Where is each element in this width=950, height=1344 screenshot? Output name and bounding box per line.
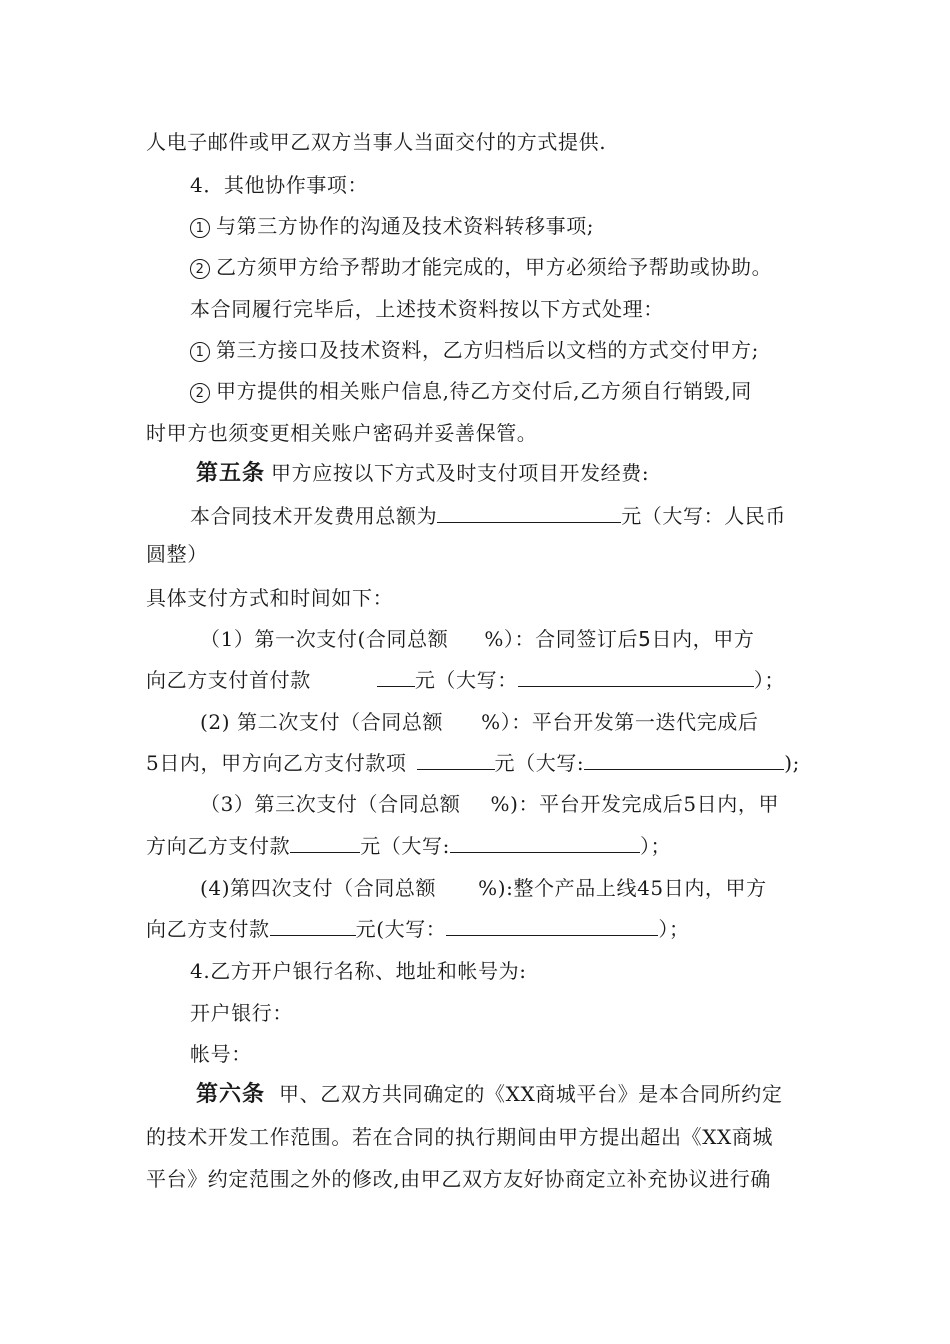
text-span: 甲方提供的相关账户信息,待乙方交付后,乙方须自行销毁,同 bbox=[216, 379, 752, 403]
text-span: 帐号： bbox=[190, 1042, 252, 1066]
text-span: （1）第一次支付(合同总额 bbox=[200, 627, 449, 651]
text-span: 4.乙方开户银行名称、地址和帐号为: bbox=[190, 959, 527, 983]
article-heading bbox=[196, 1080, 783, 1109]
fill-blank[interactable] bbox=[270, 915, 356, 936]
text-line bbox=[190, 1040, 252, 1068]
text-line bbox=[146, 540, 208, 568]
text-span: ）； bbox=[753, 668, 786, 692]
text-span: 时甲方也须变更相关账户密码并妥善保管。 bbox=[146, 421, 538, 445]
fill-blank[interactable] bbox=[518, 666, 754, 687]
text-line bbox=[190, 999, 293, 1027]
text-span: 元(大写： bbox=[355, 917, 447, 941]
circled-number-icon: 2 bbox=[190, 383, 210, 403]
text-span: %）：合同签订后 bbox=[484, 627, 639, 651]
fill-blank[interactable] bbox=[437, 502, 621, 523]
text-span: 向乙方支付款 bbox=[146, 917, 270, 941]
payment-line bbox=[146, 915, 690, 943]
text-span: 5日内，甲方向乙方支付款项 bbox=[146, 751, 407, 775]
text-span: 开户银行： bbox=[190, 1001, 293, 1025]
text-span: 平台》约定范围之外的修改,由甲乙双方友好协商定立补充协议进行确 bbox=[146, 1167, 771, 1191]
fill-blank[interactable] bbox=[377, 666, 415, 687]
text-line bbox=[146, 419, 537, 447]
text-line bbox=[146, 1165, 771, 1193]
payment-line bbox=[146, 666, 785, 694]
text-line bbox=[146, 1123, 773, 1151]
fill-blank[interactable] bbox=[584, 749, 784, 770]
text-span: 元（大写： bbox=[414, 668, 518, 692]
article-number: 第六条 bbox=[196, 1082, 266, 1107]
text-span: 元（大写：人民币 bbox=[621, 504, 787, 528]
payment-line bbox=[200, 874, 767, 902]
text-span: （3）第三次支付（合同总额 bbox=[200, 792, 461, 816]
article-heading bbox=[196, 459, 649, 488]
text-span: 本合同履行完毕后，上述技术资料按以下方式处理： bbox=[190, 297, 664, 321]
text-line bbox=[146, 584, 393, 612]
text-line bbox=[190, 295, 664, 323]
circled-number-icon: 1 bbox=[190, 342, 210, 362]
text-span: 元（大写: bbox=[360, 834, 450, 858]
fill-blank[interactable] bbox=[446, 915, 658, 936]
text-span: 的技术开发工作范围。若在合同的执行期间由甲方提出超出《XX商城 bbox=[146, 1125, 774, 1149]
text-span: ）； bbox=[658, 917, 690, 941]
text-span: 圆整） bbox=[146, 542, 208, 566]
text-span: 与第三方协作的沟通及技术资料转移事项; bbox=[216, 214, 595, 238]
text-line bbox=[190, 212, 594, 240]
text-span: 日内，甲方 bbox=[651, 627, 755, 651]
payment-line bbox=[200, 625, 754, 653]
text-span: 方向乙方支付款 bbox=[146, 834, 291, 858]
fill-blank[interactable] bbox=[450, 832, 640, 853]
text-span: %)：平台开发完成后5日内，甲 bbox=[490, 792, 780, 816]
payment-line bbox=[200, 790, 779, 818]
text-line bbox=[190, 377, 752, 405]
text-span: 具体支付方式和时间如下： bbox=[146, 586, 394, 610]
text-line bbox=[190, 336, 759, 364]
circled-number-icon: 1 bbox=[190, 218, 210, 238]
fill-blank[interactable] bbox=[417, 749, 495, 770]
article-text: 甲方应按以下方式及时支付项目开发经费: bbox=[271, 461, 650, 485]
fill-blank[interactable] bbox=[290, 832, 360, 853]
payment-line bbox=[200, 708, 759, 736]
text-span: 本合同技术开发费用总额为 bbox=[190, 504, 438, 528]
text-span: %):整个产品上线45日内，甲方 bbox=[478, 876, 767, 900]
text-line bbox=[190, 957, 527, 985]
text-span: %）：平台开发第一迭代完成后 bbox=[481, 710, 759, 734]
payment-line bbox=[146, 832, 671, 860]
text-span: 5 bbox=[638, 627, 652, 651]
text-span: 人电子邮件或甲乙双方当事人当面交付的方式提供. bbox=[146, 130, 607, 154]
text-span: 向乙方支付首付款 bbox=[146, 668, 311, 692]
text-span: 乙方须甲方给予帮助才能完成的，甲方必须给予帮助或协助。 bbox=[216, 255, 773, 279]
text-span: ); bbox=[784, 751, 801, 775]
article-text: 甲、乙双方共同确定的《XX商城平台》是本合同所约定 bbox=[279, 1082, 783, 1106]
text-line bbox=[190, 171, 368, 199]
text-line bbox=[146, 128, 606, 156]
payment-line bbox=[146, 749, 800, 777]
text-line bbox=[190, 502, 786, 530]
text-span: 4．其他协作事项： bbox=[190, 173, 369, 197]
article-number: 第五条 bbox=[196, 461, 266, 486]
text-line bbox=[190, 253, 772, 281]
circled-number-icon: 2 bbox=[190, 259, 210, 279]
text-span: (2) 第二次支付（合同总额 bbox=[200, 710, 444, 734]
text-span: ）； bbox=[639, 834, 672, 858]
text-span: (4)第四次支付（合同总额 bbox=[200, 876, 437, 900]
text-span: 第三方接口及技术资料，乙方归档后以文档的方式交付甲方; bbox=[216, 338, 759, 362]
text-span: 元（大写: bbox=[494, 751, 585, 775]
